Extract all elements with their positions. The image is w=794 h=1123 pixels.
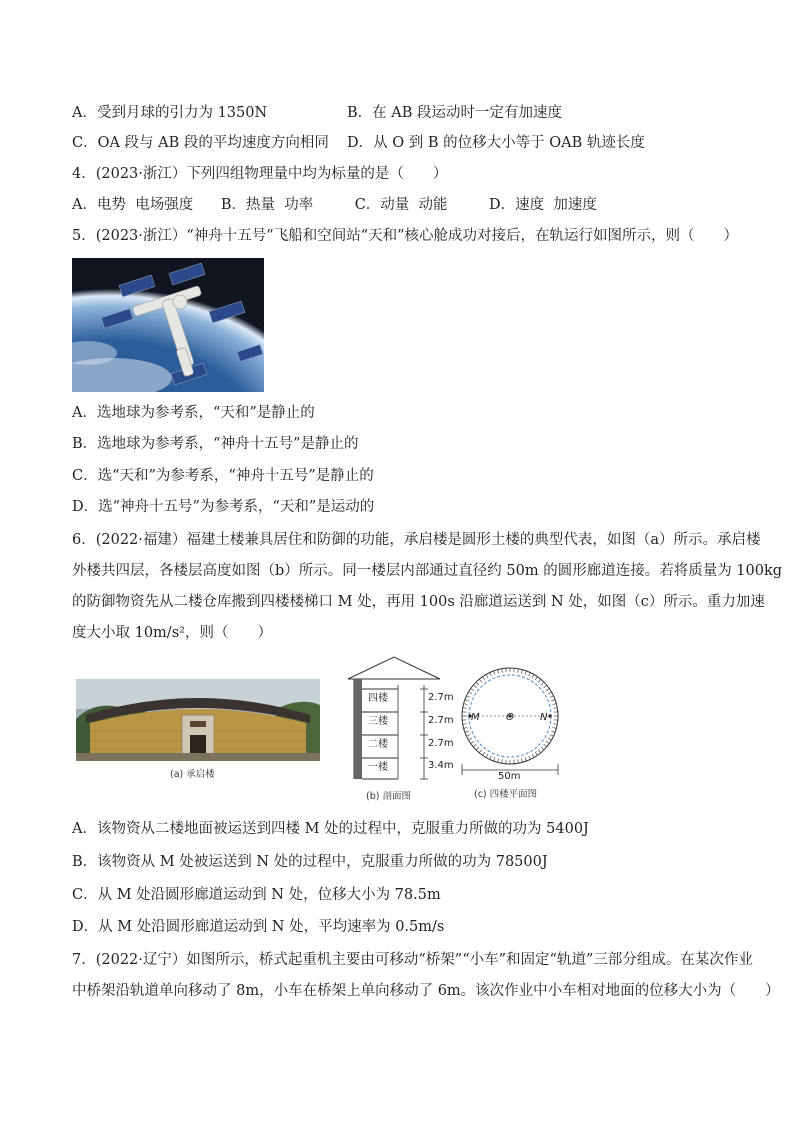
height-label-4: 2.7m	[428, 692, 454, 703]
q5-option-c: C．选“天和”为参考系，“神舟十五号”是静止的	[72, 468, 374, 484]
q4-stem: 4．(2023·浙江）下列四组物理量中均为标量的是（ ）	[72, 166, 448, 182]
q3-option-b: B．在 AB 段运动时一定有加速度	[347, 105, 562, 121]
figure-b-caption: (b) 剖面图	[366, 791, 411, 802]
q7-stem-line2: 中桥架沿轨道单向移动了 8m，小车在桥架上单向移动了 6m。该次作业中小车相对地面的位移大小为（ ）	[72, 983, 780, 999]
q6-stem-line2: 外楼共四层，各楼层高度如图（b）所示。同一楼层内部通过直径约 50m 的圆形廊道连接。若将质量为 100kg	[72, 563, 783, 579]
figure-a-caption: (a) 承启楼	[170, 769, 215, 780]
q4-options: A．电势 电场强度 B．热量 功率 C．动量 动能 D．速度 加速度	[72, 197, 597, 213]
floor-label-2: 二楼	[368, 739, 388, 750]
q3-option-d: D．从 O 到 B 的位移大小等于 OAB 轨迹长度	[347, 135, 645, 151]
q6-stem-line4: 度大小取 10m/s²，则（ ）	[72, 625, 272, 641]
q6-stem-line1: 6．(2022·福建）福建土楼兼具居住和防御的功能，承启楼是圆形土楼的典型代表，如图（a）所示。承启楼	[72, 532, 761, 548]
cross-section-diagram	[328, 655, 460, 783]
space-station-photo	[72, 258, 264, 392]
floor-label-4: 四楼	[368, 693, 388, 704]
q5-option-a: A．选地球为参考系，“天和”是静止的	[72, 405, 315, 421]
q5-option-d: D．选“神舟十五号”为参考系，“天和”是运动的	[72, 499, 375, 515]
q6-option-b: B．该物资从 M 处被运送到 N 处的过程中，克服重力所做的功为 78500J	[72, 854, 548, 870]
point-o-label: O	[506, 712, 514, 723]
q3-option-a: A．受到月球的引力为 1350N	[72, 105, 268, 121]
floor-plan-diagram	[458, 658, 562, 782]
q5-stem: 5．(2023·浙江）“神舟十五号”飞船和空间站“天和”核心舱成功对接后，在轨运行如图所示，则（ ）	[72, 228, 739, 244]
point-m-label: M	[471, 712, 480, 723]
q6-option-a: A．该物资从二楼地面被运送到四楼 M 处的过程中，克服重力所做的功为 5400J	[72, 821, 589, 837]
q6-option-d: D．从 M 处沿圆形廊道运动到 N 处，平均速率为 0.5m/s	[72, 919, 445, 935]
figure-c-caption: (c) 四楼平面图	[474, 789, 538, 800]
q6-option-c: C．从 M 处沿圆形廊道运动到 N 处，位移大小为 78.5m	[72, 887, 441, 903]
diameter-label: 50m	[498, 771, 521, 782]
q5-option-b: B．选地球为参考系，“神舟十五号”是静止的	[72, 436, 359, 452]
floor-label-3: 三楼	[368, 716, 388, 727]
q7-stem-line1: 7．(2022·辽宁）如图所示，桥式起重机主要由可移动“桥架”“小车”和固定“轨道”三部分组成。在某次作业	[72, 952, 753, 968]
q6-stem-line3: 的防御物资先从二楼仓库搬到四楼楼梯口 M 处，再用 100s 沿廊道运送到 N 处，如图（c）所示。重力加速	[72, 594, 765, 610]
q3-option-c: C．OA 段与 AB 段的平均速度方向相同	[72, 135, 329, 151]
floor-label-1: 一楼	[368, 762, 388, 773]
tulou-photo	[76, 679, 320, 761]
point-n-label: N	[540, 712, 548, 723]
height-label-2: 2.7m	[428, 738, 454, 749]
height-label-1: 3.4m	[428, 760, 454, 771]
height-label-3: 2.7m	[428, 715, 454, 726]
